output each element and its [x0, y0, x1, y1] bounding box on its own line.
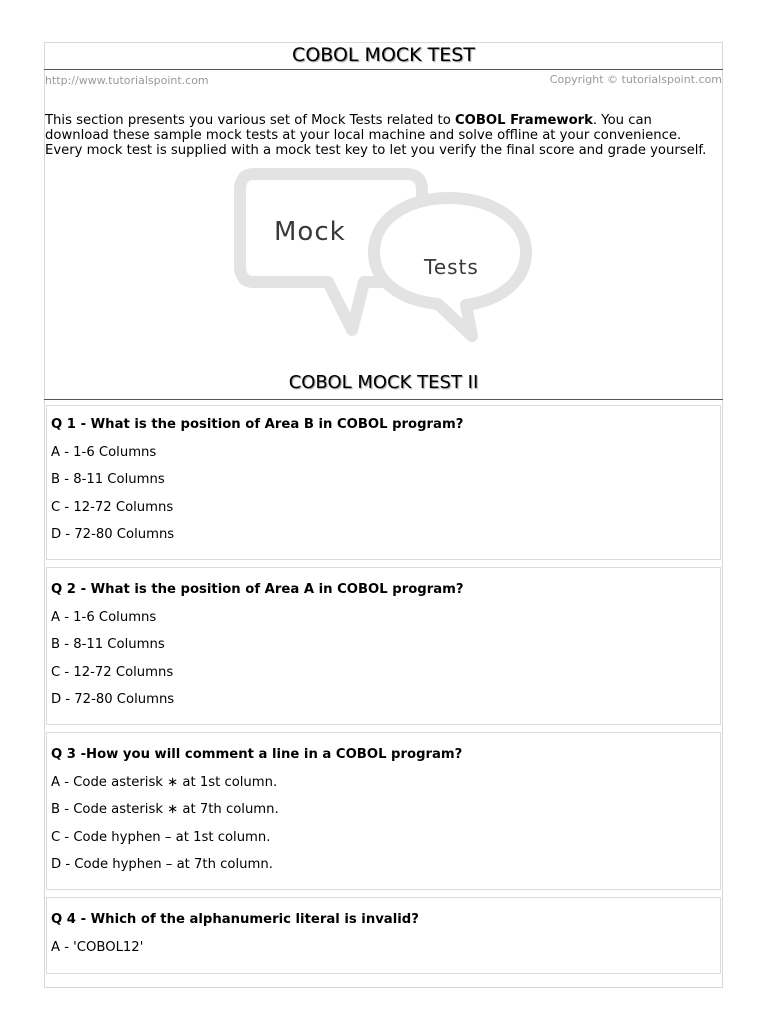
answer-option[interactable]: C - 12-72 Columns: [51, 500, 174, 515]
question-text: Q 4 - Which of the alphanumeric literal is invalid?: [51, 912, 419, 927]
answer-option[interactable]: A - 1-6 Columns: [51, 445, 157, 460]
section-divider: [44, 399, 723, 400]
answer-option[interactable]: C - 12-72 Columns: [51, 665, 174, 680]
document-title: COBOL MOCK TEST: [292, 44, 475, 66]
header-url[interactable]: http://www.tutorialspoint.com: [45, 74, 209, 87]
intro-paragraph: [45, 113, 735, 158]
logo-word-tests: Tests: [424, 255, 479, 279]
intro-line-2: download these sample mock tests at your local machine and solve offline at your convenience.: [45, 128, 682, 143]
question-text: Q 3 -How you will comment a line in a COBOL program?: [51, 747, 463, 762]
question-text: Q 2 - What is the position of Area A in COBOL program?: [51, 582, 464, 597]
title-divider: [44, 69, 723, 70]
intro-line-1: [45, 113, 735, 128]
intro-line-1-bold: COBOL Framework: [454, 113, 593, 128]
answer-option[interactable]: D - Code hyphen – at 7th column.: [51, 857, 273, 872]
answer-option[interactable]: A - Code asterisk ∗ at 1st column.: [51, 775, 278, 790]
answer-option[interactable]: B - 8-11 Columns: [51, 472, 165, 487]
section-title: COBOL MOCK TEST II: [288, 372, 479, 393]
answer-option[interactable]: B - 8-11 Columns: [51, 637, 165, 652]
intro-line-1-end: . You can: [592, 113, 652, 128]
question-text: Q 1 - What is the position of Area B in COBOL program?: [51, 417, 464, 432]
header-copyright: Copyright © tutorialspoint.com: [549, 73, 722, 86]
mock-tests-logo: [234, 168, 534, 348]
answer-option[interactable]: D - 72-80 Columns: [51, 527, 175, 542]
speech-bubbles-icon: [234, 168, 534, 348]
logo-word-mock: Mock: [274, 217, 346, 247]
answer-option[interactable]: B - Code asterisk ∗ at 7th column.: [51, 802, 279, 817]
question-card: [46, 897, 721, 974]
answer-option[interactable]: C - Code hyphen – at 1st column.: [51, 830, 271, 845]
answer-option[interactable]: D - 72-80 Columns: [51, 692, 175, 707]
answer-option[interactable]: A - 1-6 Columns: [51, 610, 157, 625]
answer-option[interactable]: A - 'COBOL12': [51, 940, 144, 955]
intro-line-1-text: This section presents you various set of Mock Tests related to: [45, 113, 455, 128]
intro-line-3: Every mock test is supplied with a mock test key to let you verify the final score and grade yourself.: [45, 143, 707, 158]
